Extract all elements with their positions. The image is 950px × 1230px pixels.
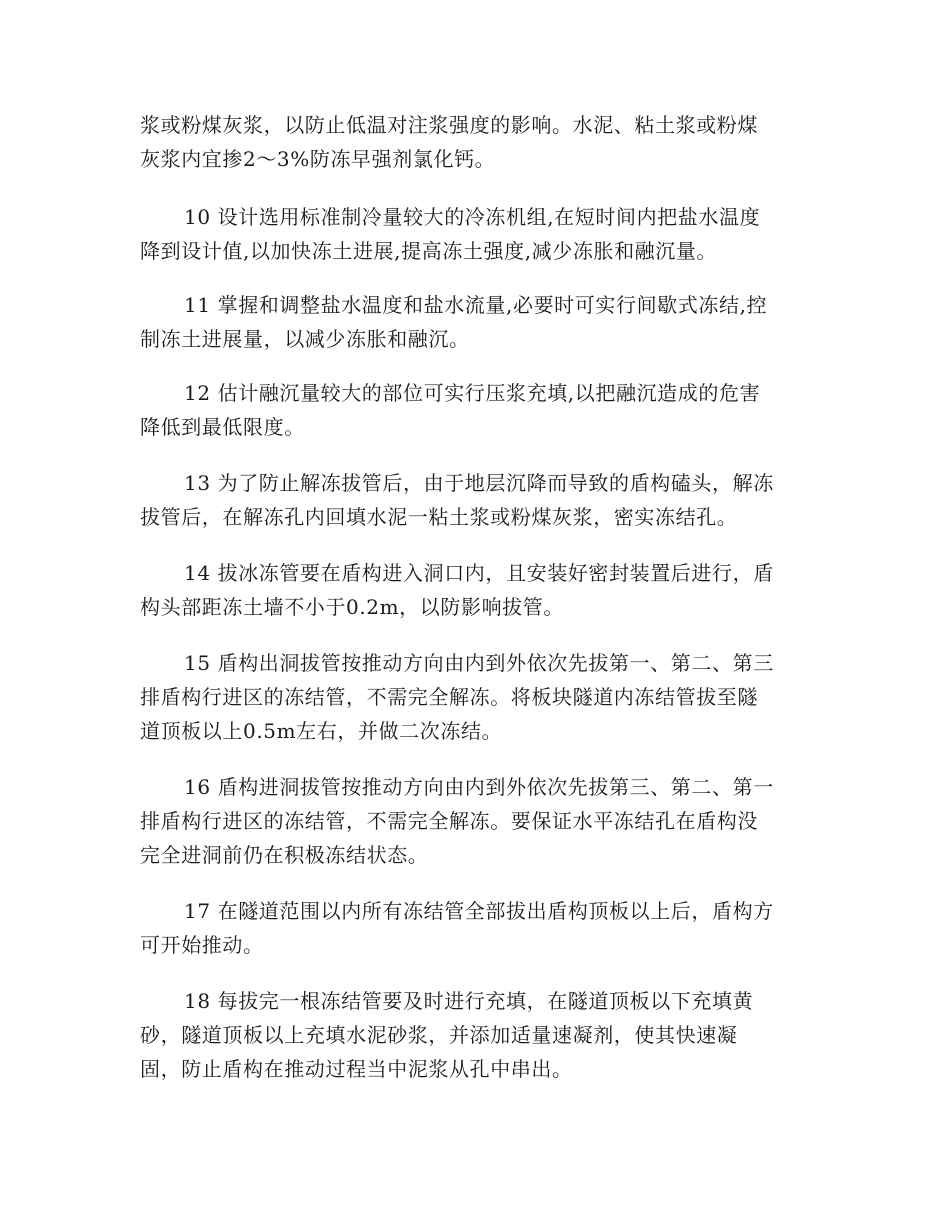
- paragraph-item-10: [140, 200, 820, 268]
- paragraph-item-17: [140, 894, 820, 962]
- paragraph-item-15: [140, 646, 820, 748]
- paragraph-line: 完全进洞前仍在积极冻结状态。: [140, 843, 429, 867]
- paragraph-line: 灰浆内宜掺2～3%防冻早强剂氯化钙。: [140, 147, 496, 171]
- paragraph-line: 砂，隧道顶板以上充填水泥砂浆，并添加适量速凝剂，使其快速凝: [140, 1023, 738, 1047]
- paragraph-item-18: [140, 984, 820, 1086]
- paragraph-line: 11 掌握和调整盐水温度和盐水流量,必要时可实行间歇式冻结,控: [184, 293, 768, 317]
- paragraph-line: 道顶板以上0.5m左右，并做二次冻结。: [140, 719, 503, 743]
- paragraph-line: 17 在隧道范围以内所有冻结管全部拔出盾构顶板以上后，盾构方: [184, 899, 774, 923]
- paragraph-line: 10 设计选用标准制冷量较大的冷冻机组,在短时间内把盐水温度: [184, 205, 761, 229]
- paragraph-line: 构头部距冻土墙不小于0.2m，以防影响拔管。: [140, 595, 564, 619]
- paragraph-line: 排盾构行进区的冻结管，不需完全解冻。要保证水平冻结孔在盾构没: [140, 809, 758, 833]
- paragraph-continuation: [140, 108, 820, 176]
- paragraph-line: 降低到最低限度。: [140, 415, 305, 439]
- paragraph-item-14: [140, 556, 820, 624]
- paragraph-line: 可开始推动。: [140, 933, 264, 957]
- paragraph-item-16: [140, 770, 820, 872]
- paragraph-line: 降到设计值,以加快冻土进展,提高冻土强度,减少冻胀和融沉量。: [140, 239, 718, 263]
- paragraph-item-13: [140, 466, 820, 534]
- paragraph-line: 16 盾构进洞拔管按推动方向由内到外依次先拔第三、第二、第一: [184, 775, 774, 799]
- paragraph-line: 12 估计融沉量较大的部位可实行压浆充填,以把融沉造成的危害: [184, 381, 761, 405]
- paragraph-line: 拔管后，在解冻孔内回填水泥一粘土浆或粉煤灰浆，密实冻结孔。: [140, 505, 738, 529]
- paragraph-line: 15 盾构出洞拔管按推动方向由内到外依次先拔第一、第二、第三: [184, 651, 774, 675]
- paragraph-line: 浆或粉煤灰浆，以防止低温对注浆强度的影响。水泥、粘土浆或粉煤: [140, 113, 758, 137]
- paragraph-line: 18 每拔完一根冻结管要及时进行充填，在隧道顶板以下充填黄: [184, 989, 754, 1013]
- paragraph-item-12: [140, 376, 820, 444]
- paragraph-line: 固，防止盾构在推动过程当中泥浆从孔中串出。: [140, 1057, 573, 1081]
- paragraph-line: 排盾构行进区的冻结管，不需完全解冻。将板块隧道内冻结管拔至隧: [140, 685, 758, 709]
- paragraph-item-11: [140, 288, 820, 356]
- paragraph-line: 13 为了防止解冻拔管后，由于地层沉降而导致的盾构磕头，解冻: [184, 471, 774, 495]
- paragraph-line: 14 拔冰冻管要在盾构进入洞口内，且安装好密封装置后进行，盾: [184, 561, 774, 585]
- paragraph-line: 制冻土进展量，以减少冻胀和融沉。: [140, 327, 470, 351]
